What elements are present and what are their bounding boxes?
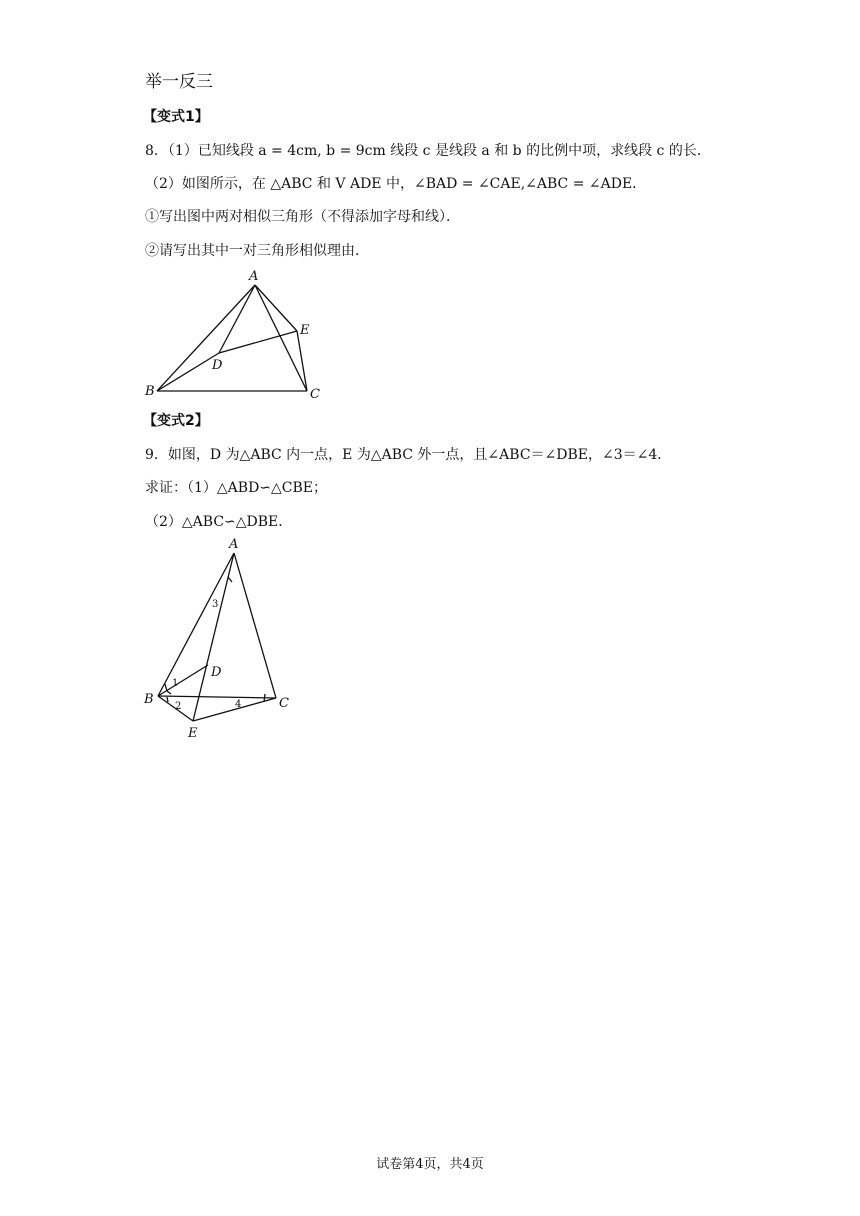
segment-ac bbox=[234, 553, 276, 698]
segment-ae bbox=[193, 553, 234, 721]
segment-ab bbox=[157, 285, 255, 391]
label-d: D bbox=[212, 358, 223, 373]
angle-mark-3 bbox=[228, 577, 232, 582]
label-c: C bbox=[279, 696, 289, 711]
question-8-figure bbox=[140, 266, 340, 406]
angle-mark-2 bbox=[167, 697, 168, 702]
angle-label-4: 4 bbox=[235, 699, 242, 710]
question-9-proof-2: （2）△ABC∽△DBE． bbox=[145, 514, 293, 530]
question-8-part1: 8．（1）已知线段 a = 4cm, b = 9cm 线段 c 是线段 a 和 b 的比例中项，求线段 c 的长． bbox=[145, 143, 711, 159]
segment-ae bbox=[255, 285, 297, 331]
segment-ab bbox=[158, 553, 234, 696]
label-a: A bbox=[229, 537, 239, 552]
label-e: E bbox=[300, 323, 310, 338]
label-e: E bbox=[188, 726, 198, 741]
question-9-figure bbox=[140, 534, 300, 744]
variant-2-label: 【变式2】 bbox=[143, 413, 209, 429]
angle-label-3: 3 bbox=[212, 599, 219, 610]
segment-bc bbox=[158, 696, 276, 698]
question-8-part2: （2）如图所示，在 △ABC 和 V ADE 中，∠BAD = ∠CAE,∠ABC = ∠ADE． bbox=[145, 176, 647, 192]
segment-bd bbox=[157, 353, 219, 391]
question-8-item1: ①写出图中两对相似三角形（不得添加字母和线）． bbox=[145, 209, 460, 225]
label-c: C bbox=[310, 387, 320, 402]
variant-1-label: 【变式1】 bbox=[143, 109, 209, 125]
angle-label-1: 1 bbox=[172, 678, 179, 689]
question-9-proof-1: 求证：（1）△ABD∽△CBE； bbox=[145, 480, 328, 496]
angle-label-2: 2 bbox=[175, 701, 182, 712]
label-b: B bbox=[145, 384, 155, 399]
question-8-item2: ②请写出其中一对三角形相似理由． bbox=[145, 243, 369, 259]
section-title: 举一反三 bbox=[145, 72, 213, 92]
label-b: B bbox=[144, 692, 154, 707]
question-9-stem: 9．如图，D 为△ABC 内一点，E 为△ABC 外一点，且∠ABC＝∠DBE，∠3＝∠4． bbox=[145, 447, 672, 463]
segment-de bbox=[219, 331, 297, 353]
page-footer: 试卷第4页，共4页 bbox=[376, 1157, 484, 1172]
label-d: D bbox=[211, 665, 222, 680]
label-a: A bbox=[249, 269, 259, 284]
segment-ac bbox=[255, 285, 307, 391]
